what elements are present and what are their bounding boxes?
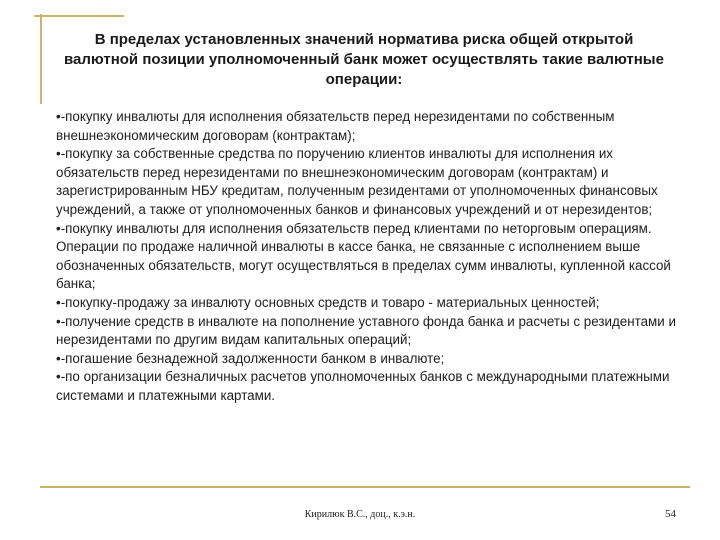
bullet-item: •-покупку инвалюты для исполнения обязательств перед клиентами по неторговым операциям. Операции по продаже наличной инвалюты в кассе банка, не связанные с исполнением выше обозначенных обязательств, могут осуществляться в пределах сумм инвалюты, купленной кассой банка; — [56, 220, 671, 292]
bullet-item: •-покупку-продажу за инвалюту основных средств и товаро - материальных ценностей; — [56, 294, 600, 310]
bullet-item: •-получение средств в инвалюте на пополнение уставного фонда банка и расчеты с резидентами и нерезидентами по другим видам капитальных операций; — [56, 313, 676, 348]
bullet-item: •-по организации безналичных расчетов уполномоченных банков с международными платежными системами и платежными картами. — [56, 369, 670, 403]
frame-line-left — [40, 14, 42, 104]
frame-line-top — [34, 15, 124, 17]
bullet-item: •-погашение безнадежной задолженности банком в инвалюте; — [56, 350, 445, 366]
footer-author: Кирилюк В.С., доц., к.э.н. — [304, 509, 416, 520]
footer-divider — [40, 486, 690, 488]
slide-title: В пределах установленных значений норматива риска общей открытой валютной позиции уполномоченный банк может осуществлять такие валютные операции: — [64, 31, 664, 88]
bullet-item: •-покупку за собственные средства по поручению клиентов инвалюты для исполнения их обязательств перед нерезидентами по внешнеэкономическим договорам (контрактам) и зарегистрированным НБУ кредитам, полученным резидентами от уполномоченных финансовых учреждений, а также от уполномоченных банков и финансовых учреждений и от нерезидентов; — [56, 146, 658, 217]
bullet-list — [56, 108, 686, 406]
page-number: 54 — [665, 508, 676, 520]
bullet-item: •-покупку инвалюты для исполнения обязательств перед нерезидентами по собственным внешнеэкономическим договорам (контрактам); — [56, 109, 615, 143]
